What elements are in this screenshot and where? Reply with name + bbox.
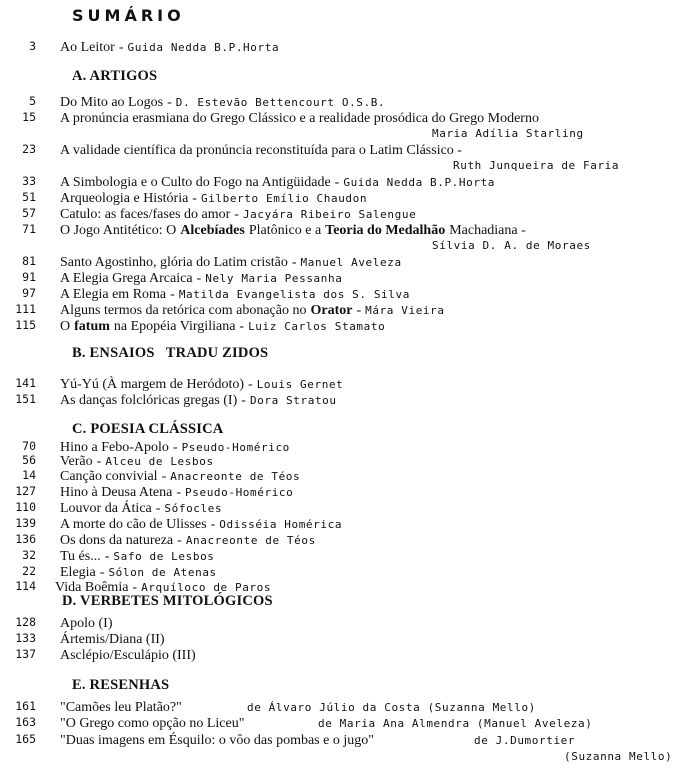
entry-title: Catulo: as faces/fases do amor <box>60 207 231 222</box>
page-number: 151 <box>15 392 36 406</box>
entry-author: Sílvia D. A. de Moraes <box>432 239 591 252</box>
entry-title-emphasis: Teoria do Medalhão <box>325 223 446 238</box>
entry-title: "O Grego como opção no Liceu" <box>60 716 245 731</box>
entry-title: A Simbologia e o Culto do Fogo na Antigüidade <box>60 175 331 190</box>
page-number: 32 <box>22 548 36 562</box>
entry-title: "Duas imagens em Ésquilo: o vôo das pombas e o jugo" <box>60 733 374 748</box>
page-number: 110 <box>15 500 36 514</box>
entry-author: D. Estevão Bettencourt O.S.B. <box>175 96 386 109</box>
entry-title: Do Mito ao Logos <box>60 95 164 110</box>
page-number: 163 <box>15 715 36 729</box>
section-heading-artigos: A. ARTIGOS <box>72 68 158 84</box>
entry-title: Vida Boêmia <box>55 580 129 595</box>
entry-author: Jacyára Ribeiro Salengue <box>242 208 417 221</box>
entry-title: A morte do cão de Ulisses <box>60 517 207 532</box>
dash: - <box>104 549 110 564</box>
entry-title: A validade científica da pronúncia reconstituída para o Latim Clássico - <box>60 143 462 158</box>
entry-author: Matilda Evangelista dos S. Silva <box>178 288 410 301</box>
dash: - <box>96 454 102 469</box>
entry-title: Elegia <box>60 565 96 580</box>
entry-author: de J.Dumortier <box>474 734 576 747</box>
page-number: 127 <box>15 484 36 498</box>
entry-author: Pseudo-Homérico <box>185 486 294 499</box>
entry-title: Alguns termos da retórica com abonação no <box>60 303 307 318</box>
page-number: 139 <box>15 516 36 530</box>
page-number: 15 <box>22 110 36 124</box>
entry-title: Arqueologia e História <box>60 191 189 206</box>
entry-title: A Elegia em Roma <box>60 287 167 302</box>
dash: - <box>239 319 245 334</box>
dash: - <box>356 303 362 318</box>
page-number: 133 <box>15 631 36 645</box>
entry-title-emphasis: Alcebíades <box>180 223 245 238</box>
entry-author: Anacreonte de Téos <box>185 534 316 547</box>
page-number: 115 <box>15 318 36 332</box>
dash: - <box>196 271 202 286</box>
page-number: 5 <box>29 94 36 108</box>
entry-title: O Jogo Antitético: O <box>60 223 177 238</box>
entry-title: O <box>60 319 71 334</box>
entry-author: Anacreonte de Téos <box>170 470 301 483</box>
entry-title: "Camões leu Platão?" <box>60 700 182 715</box>
entry-author: de Maria Ana Almendra (Manuel Aveleza) <box>318 717 593 730</box>
entry-author: Maria Adília Starling <box>432 127 584 140</box>
dash: - <box>210 517 216 532</box>
page-number: 137 <box>15 647 36 661</box>
page-number: 141 <box>15 376 36 390</box>
dash: - <box>234 207 239 222</box>
entry-title: Asclépio/Esculápio (III) <box>60 648 196 663</box>
entry-title: Platônico e a <box>248 223 322 238</box>
section-heading-resenhas: E. RESENHAS <box>72 677 170 693</box>
entry-author-continued: (Suzanna Mello) <box>564 750 673 763</box>
dash: - <box>161 469 167 484</box>
entry-author: Arquíloco de Paros <box>141 581 272 594</box>
page-number: 56 <box>22 453 36 467</box>
dash: - <box>291 255 297 270</box>
entry-title: Machadiana - <box>449 223 526 238</box>
entry-title-emphasis: Orator <box>310 303 353 318</box>
entry-author: Guida Nedda B.P.Horta <box>127 41 280 54</box>
page-number: 97 <box>22 286 36 300</box>
page-number: 51 <box>22 190 36 204</box>
section-heading-verbetes: D. VERBETES MITOLÓGICOS <box>62 593 273 609</box>
entry-author: Safo de Lesbos <box>113 550 215 563</box>
page-number: 71 <box>22 222 36 236</box>
dash: - <box>99 565 105 580</box>
page-number: 22 <box>22 564 36 578</box>
entry-title: Hino a Febo-Apolo <box>60 440 169 455</box>
page-number: 111 <box>15 302 36 316</box>
entry-title: Apolo (I) <box>60 616 113 631</box>
entry-title: A pronúncia erasmiana do Grego Clássico e a realidade prosódica do Grego Moderno <box>60 111 539 126</box>
entry-author: Luiz Carlos Stamato <box>248 320 386 333</box>
entry-author: Odisséia Homérica <box>219 518 343 531</box>
dash: - <box>177 533 182 548</box>
entry-title: Canção convivial <box>60 469 158 484</box>
dash: - <box>176 485 182 500</box>
page-number: 91 <box>22 270 36 284</box>
entry-title: As danças folclóricas gregas (I) <box>60 393 238 408</box>
dash: - <box>241 393 246 408</box>
page-number: 70 <box>22 439 36 453</box>
dash: - <box>192 191 197 206</box>
entry-author: Pseudo-Homérico <box>181 441 290 454</box>
entry-author: Sólon de Atenas <box>108 566 217 579</box>
entry-author: Manuel Aveleza <box>300 256 402 269</box>
page-number: 165 <box>15 732 36 746</box>
section-heading-ensaios: B. ENSAIOS TRADU ZIDOS <box>72 345 269 361</box>
page-number: 57 <box>22 206 36 220</box>
dash: - <box>155 501 161 516</box>
entry-title: Santo Agostinho, glória do Latim cristão <box>60 255 288 270</box>
page-number: 14 <box>22 468 36 482</box>
entry-author: Louis Gernet <box>256 378 344 391</box>
dash: - <box>334 175 340 190</box>
page-number: 114 <box>15 579 36 593</box>
entry-author: Sófocles <box>164 502 223 515</box>
entry-title: na Epopéia Virgiliana <box>113 319 236 334</box>
entry-title: Ártemis/Diana (II) <box>60 632 165 647</box>
dash: - <box>167 95 172 110</box>
entry-title: Louvor da Ática <box>60 501 152 516</box>
entry-author: Alceu de Lesbos <box>105 455 214 468</box>
page-number: 3 <box>29 39 36 53</box>
page-number: 33 <box>22 174 36 188</box>
entry-author: Ruth Junqueira de Faria <box>453 159 620 172</box>
section-heading-poesia: C. POESIA CLÁSSICA <box>72 421 224 437</box>
entry-title: Hino à Deusa Atena <box>60 485 173 500</box>
dash: - <box>132 580 138 595</box>
entry-title: Ao Leitor <box>60 40 115 55</box>
page-number: 128 <box>15 615 36 629</box>
entry-title: Tu és... <box>60 549 101 564</box>
dash: - <box>248 377 253 392</box>
entry-author: Nely Maria Pessanha <box>205 272 343 285</box>
entry-title: A Elegia Grega Arcaica <box>60 271 193 286</box>
dash: - <box>170 287 175 302</box>
entry-author: de Álvaro Júlio da Costa (Suzanna Mello) <box>247 701 536 714</box>
entry-title: Yú-Yú (À margem de Heródoto) <box>60 377 245 392</box>
page-number: 23 <box>22 142 36 156</box>
entry-author: Guida Nedda B.P.Horta <box>343 176 496 189</box>
entry-title: Os dons da natureza <box>60 533 174 548</box>
entry-author: Mára Vieira <box>365 304 445 317</box>
entry-title-emphasis: fatum <box>74 319 110 334</box>
page-number: 136 <box>15 532 36 546</box>
page-number: 81 <box>22 254 36 268</box>
dash: - <box>172 440 178 455</box>
entry-author: Gilberto Emílio Chaudon <box>200 192 368 205</box>
dash: - <box>118 40 124 55</box>
entry-author: Dora Stratou <box>249 394 337 407</box>
page-title: SUMÁRIO <box>72 6 185 25</box>
page-number: 161 <box>15 699 36 713</box>
entry-title: Verão <box>60 454 93 469</box>
